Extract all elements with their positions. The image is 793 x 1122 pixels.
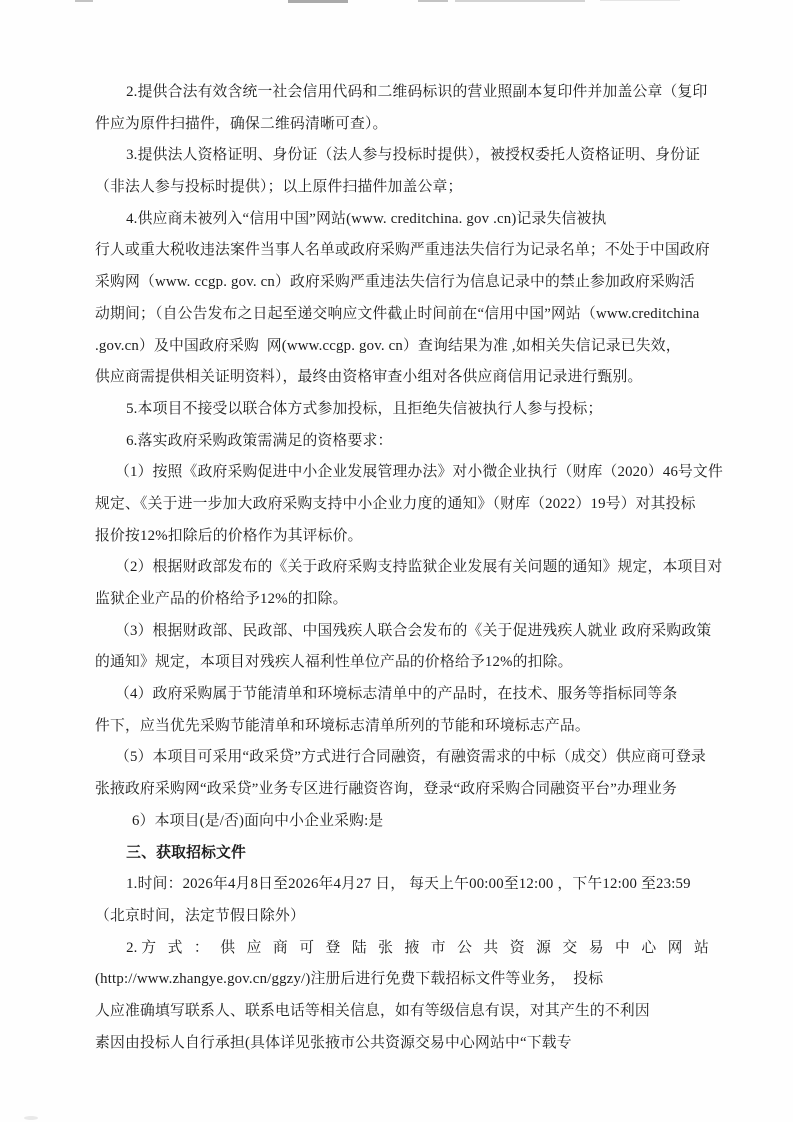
text-line: （非法人参与投标时提供）；以上原件扫描件加盖公章； <box>95 179 463 196</box>
section-heading: 三、获取招标文件 <box>126 844 247 861</box>
text-line: 件下，应当优先采购节能清单和环境标志清单所列的节能和环境标志产品。 <box>95 717 590 734</box>
text-line: 动期间；（自公告发布之日起至递交响应文件截止时间前在“信用中国”网站（www.creditchina <box>95 305 700 322</box>
text-line: 行人或重大税收违法案件当事人名单或政府采购严重违法失信行为记录名单；不处于中国政府 <box>95 242 710 259</box>
text-line: 6.落实政府采购政策需满足的资格要求： <box>126 432 393 449</box>
text-line: 2.方 式 ： 供 应 商 可 登 陆 张 掖 市 公 共 资 源 交 易 中 心 网 站 <box>126 939 709 956</box>
scan-artifact <box>288 0 348 3</box>
scan-artifact <box>455 0 585 2</box>
text-line: 张掖政府采购网“政采贷”业务专区进行融资咨询，登录“政府采购合同融资平台”办理业务 <box>95 781 677 798</box>
text-line: 采购网（www. ccgp. gov. cn）政府采购严重违法失信行为信息记录中的禁止参加政府采购活 <box>95 274 695 291</box>
text-line: 素因由投标人自行承担(具体详见张掖市公共资源交易中心网站中“下载专 <box>95 1034 572 1051</box>
text-line: .gov.cn）及中国政府采购 网(www.ccgp. gov. cn）查询结果为准 ,如相关失信记录已失效， <box>95 337 681 354</box>
text-line: 规定、《关于进一步加大政府采购支持中小企业力度的通知》（财库（2022）19号）对其投标 <box>95 495 696 512</box>
text-line: （北京时间，法定节假日除外） <box>95 907 305 924</box>
text-line: 件应为原件扫描件，确保二维码清晰可查）。 <box>95 115 388 132</box>
text-line: 供应商需提供相关证明资料），最终由资格审查小组对各供应商信用记录进行甄别。 <box>95 369 643 386</box>
text-line: 1.时间：2026年4月8日至2026年4月27 日， 每天上午00:00至12:00 ，下午12:00 至23:59 <box>126 876 691 893</box>
text-line: （4）政府采购属于节能清单和环境标志清单中的产品时，在技术、服务等指标同等条 <box>114 686 678 703</box>
text-line: （5）本项目可采用“政采贷”方式进行合同融资，有融资需求的中标（成交）供应商可登录 <box>114 749 706 766</box>
document-body <box>95 77 724 1059</box>
scan-artifact <box>75 0 93 2</box>
text-line: (http://www.zhangye.gov.cn/ggzy/)注册后进行免费下载招标文件等业务， 投标 <box>95 971 604 988</box>
text-line: 2.提供合法有效含统一社会信用代码和二维码标识的营业照副本复印件并加盖公章（复印 <box>126 84 708 100</box>
scan-artifact <box>418 0 448 2</box>
text-line: 4.供应商未被列入“信用中国”网站(www. creditchina. gov .cn)记录失信被执 <box>126 210 607 227</box>
text-line: 人应准确填写联系人、联系电话等相关信息，如有等级信息有误，对其产生的不利因 <box>95 1002 650 1019</box>
text-line: 3.提供法人资格证明、身份证（法人参与投标时提供），被授权委托人资格证明、身份证 <box>126 147 701 164</box>
text-line: （3）根据财政部、民政部、中国残疾人联合会发布的《关于促进残疾人就业 政府采购政策 <box>114 622 712 639</box>
text-line: 5.本项目不接受以联合体方式参加投标，且拒绝失信被执行人参与投标； <box>126 400 603 417</box>
text-line: 报价按12%扣除后的价格作为其评标价。 <box>95 527 363 544</box>
text-line: 6）本项目(是/否)面向中小企业采购:是 <box>132 812 384 829</box>
text-line: （1）按照《政府采购促进中小企业发展管理办法》对小微企业执行（财库（2020）46号文件 <box>114 464 724 481</box>
scan-artifact <box>24 1116 38 1120</box>
text-line: （2）根据财政部发布的《关于政府采购支持监狱企业发展有关问题的通知》规定，本项目对 <box>114 559 723 576</box>
scan-artifact <box>600 0 680 1</box>
text-line: 监狱企业产品的价格给予12%的扣除。 <box>95 591 348 607</box>
text-line: 的通知》规定，本项目对残疾人福利性单位产品的价格给予12%的扣除。 <box>95 654 573 671</box>
